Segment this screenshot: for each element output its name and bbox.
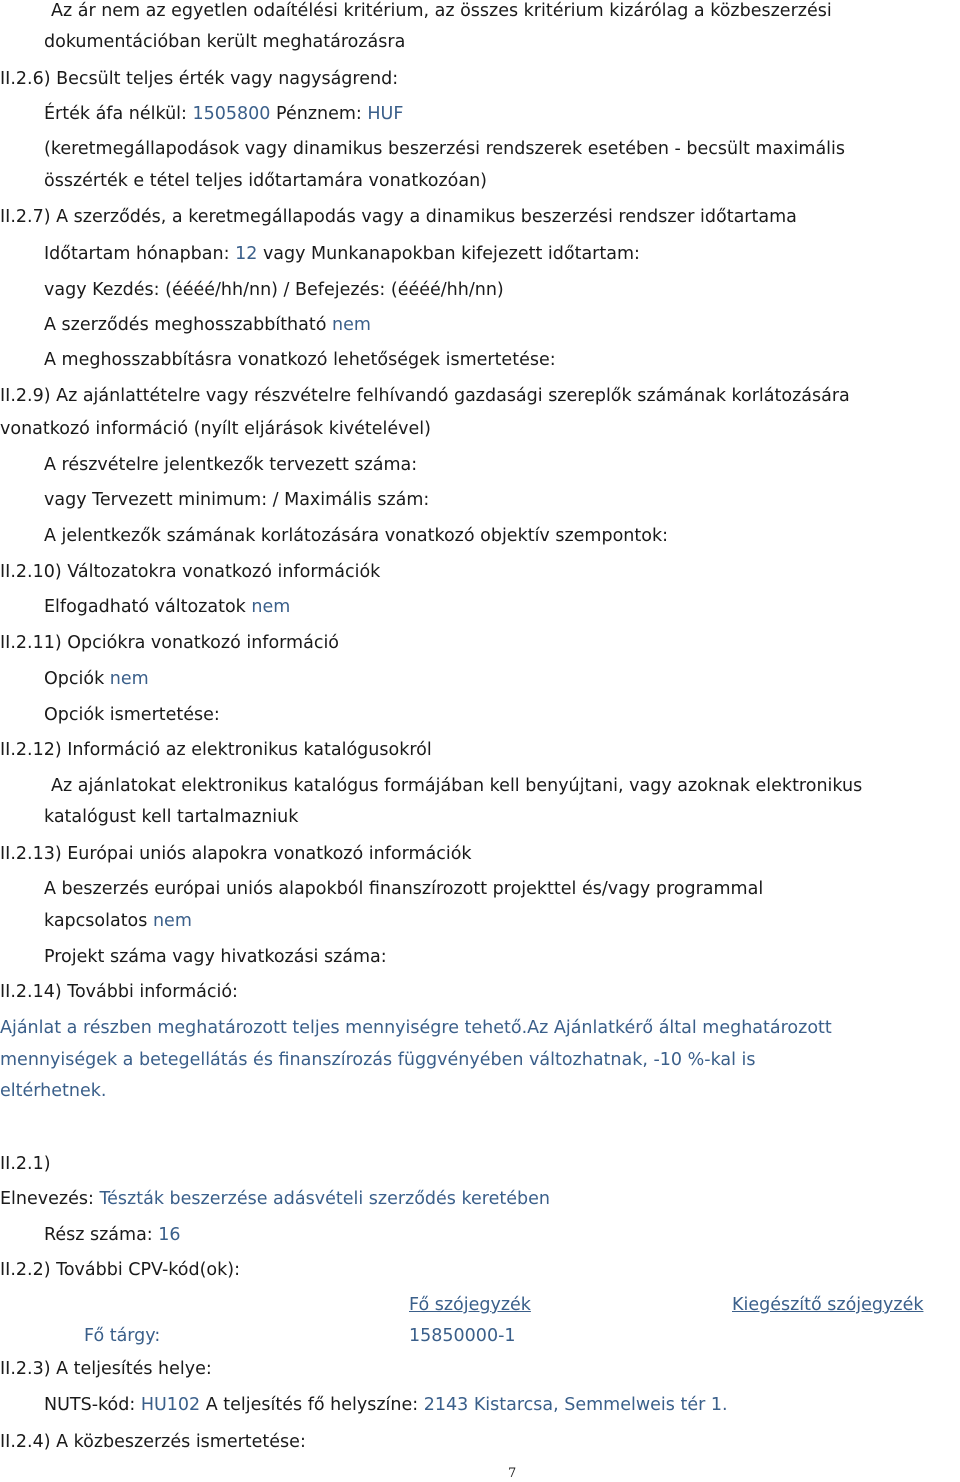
- additional-info-line-3: eltérhetnek.: [0, 1081, 107, 1101]
- nuts-value: HU102: [140, 1395, 201, 1415]
- intro-line-1: Az ár nem az egyetlen odaítélési kritérium, az összes kritérium kizárólag a közbeszerzési: [51, 1, 832, 21]
- months-value: 12: [235, 244, 258, 264]
- currency-value: HUF: [367, 104, 404, 124]
- lot-number-label: Rész száma:: [44, 1225, 153, 1245]
- criteria-line: A jelentkezők számának korlátozására vonatkozó objektív szempontok:: [44, 526, 668, 546]
- additional-info-line-2: mennyiségek a betegellátás és finanszírozás függvényében változhatnak, -10 %-kal is: [0, 1050, 756, 1070]
- section-heading-2-2-3: II.2.3) A teljesítés helye:: [0, 1359, 212, 1379]
- section-heading-2-2-13: II.2.13) Európai uniós alapokra vonatkozó információk: [0, 844, 472, 864]
- intro-line-2: dokumentációban került meghatározásra: [44, 32, 406, 52]
- extendable-line: [44, 314, 371, 336]
- section-heading-2-2-10: II.2.10) Változatokra vonatkozó információk: [0, 562, 381, 582]
- months-label: Időtartam hónapban:: [44, 244, 230, 264]
- lot-number-value: 16: [158, 1225, 181, 1245]
- eu-funds-label: kapcsolatos: [44, 911, 148, 931]
- cpv-col-supplementary: Kiegészítő szójegyzék: [732, 1295, 924, 1315]
- estimated-value-line: [44, 103, 403, 125]
- value-note-line-1: (keretmegállapodások vagy dinamikus beszerzési rendszerek esetében - becsült maximális: [44, 139, 846, 159]
- options-desc: Opciók ismertetése:: [44, 705, 220, 725]
- catalogue-line-2: katalógust kell tartalmazniuk: [44, 807, 299, 827]
- eu-funds-line-1: A beszerzés európai uniós alapokból finanszírozott projekttel és/vagy programmal: [44, 879, 764, 899]
- section-heading-2-2-9-line-1: II.2.9) Az ajánlattételre vagy részvételre felhívandó gazdasági szereplők számának korlátozására: [0, 386, 850, 406]
- value-label: Érték áfa nélkül:: [44, 104, 187, 124]
- extendable-label: A szerződés meghosszabbítható: [44, 315, 327, 335]
- eu-funds-value: nem: [152, 911, 192, 931]
- lot-name-value: Tészták beszerzése adásvételi szerződés keretében: [99, 1189, 550, 1209]
- section-heading-2-2-6: II.2.6) Becsült teljes érték vagy nagyságrend:: [0, 69, 399, 89]
- section-heading-2-2-4: II.2.4) A közbeszerzés ismertetése:: [0, 1432, 306, 1452]
- value-note-line-2: összérték e tétel teljes időtartamára vonatkozóan): [44, 171, 488, 191]
- lot-name-line: [0, 1188, 550, 1210]
- section-heading-2-2-7: II.2.7) A szerződés, a keretmegállapodás vagy a dinamikus beszerzési rendszer időtartama: [0, 207, 797, 227]
- cpv-row-label: Fő tárgy:: [84, 1326, 161, 1346]
- lot-name-label: Elnevezés:: [0, 1189, 94, 1209]
- extension-desc: A meghosszabbításra vonatkozó lehetőségek ismertetése:: [44, 350, 556, 370]
- min-max-line: vagy Tervezett minimum: / Maximális szám:: [44, 490, 430, 510]
- section-heading-2-2-1: II.2.1): [0, 1154, 51, 1174]
- months-rest: vagy Munkanapokban kifejezett időtartam:: [262, 244, 640, 264]
- additional-info-line-1: Ajánlat a részben meghatározott teljes mennyiségre tehető.Az Ajánlatkérő által meghatározott: [0, 1018, 832, 1038]
- value-amount: 1505800: [192, 104, 271, 124]
- nuts-label: NUTS-kód:: [44, 1395, 136, 1415]
- section-heading-2-2-2: II.2.2) További CPV-kód(ok):: [0, 1260, 241, 1280]
- lot-number-line: [44, 1224, 181, 1246]
- duration-months-line: [44, 243, 640, 265]
- variants-label: Elfogadható változatok: [44, 597, 246, 617]
- section-heading-2-2-11: II.2.11) Opciókra vonatkozó információ: [0, 633, 340, 653]
- catalogue-line-1: Az ajánlatokat elektronikus katalógus formájában kell benyújtani, vagy azoknak elektronikus: [51, 776, 863, 796]
- options-label: Opciók: [44, 669, 105, 689]
- place-value: 2143 Kistarcsa, Semmelweis tér 1.: [423, 1395, 728, 1415]
- section-heading-2-2-12: II.2.12) Információ az elektronikus katalógusokról: [0, 740, 432, 760]
- project-number-line: Projekt száma vagy hivatkozási száma:: [44, 947, 387, 967]
- variants-value: nem: [251, 597, 291, 617]
- section-heading-2-2-9-line-2: vonatkozó információ (nyílt eljárások kivételével): [0, 419, 431, 439]
- duration-dates-line: vagy Kezdés: (éééé/hh/nn) / Befejezés: (éééé/hh/nn): [44, 280, 504, 300]
- eu-funds-line-2: [44, 910, 192, 932]
- section-heading-2-2-14: II.2.14) További információ:: [0, 982, 238, 1002]
- cpv-col-main: Fő szójegyzék: [409, 1295, 531, 1315]
- options-line: [44, 668, 149, 690]
- place-label: A teljesítés fő helyszíne:: [205, 1395, 419, 1415]
- variants-line: [44, 596, 290, 618]
- place-line: [44, 1394, 728, 1416]
- planned-number-line: A részvételre jelentkezők tervezett száma:: [44, 455, 418, 475]
- extendable-value: nem: [332, 315, 371, 335]
- page-number: 7: [508, 1466, 517, 1481]
- currency-label: Pénznem:: [276, 104, 362, 124]
- cpv-row-code: 15850000-1: [409, 1326, 516, 1346]
- options-value: nem: [109, 669, 149, 689]
